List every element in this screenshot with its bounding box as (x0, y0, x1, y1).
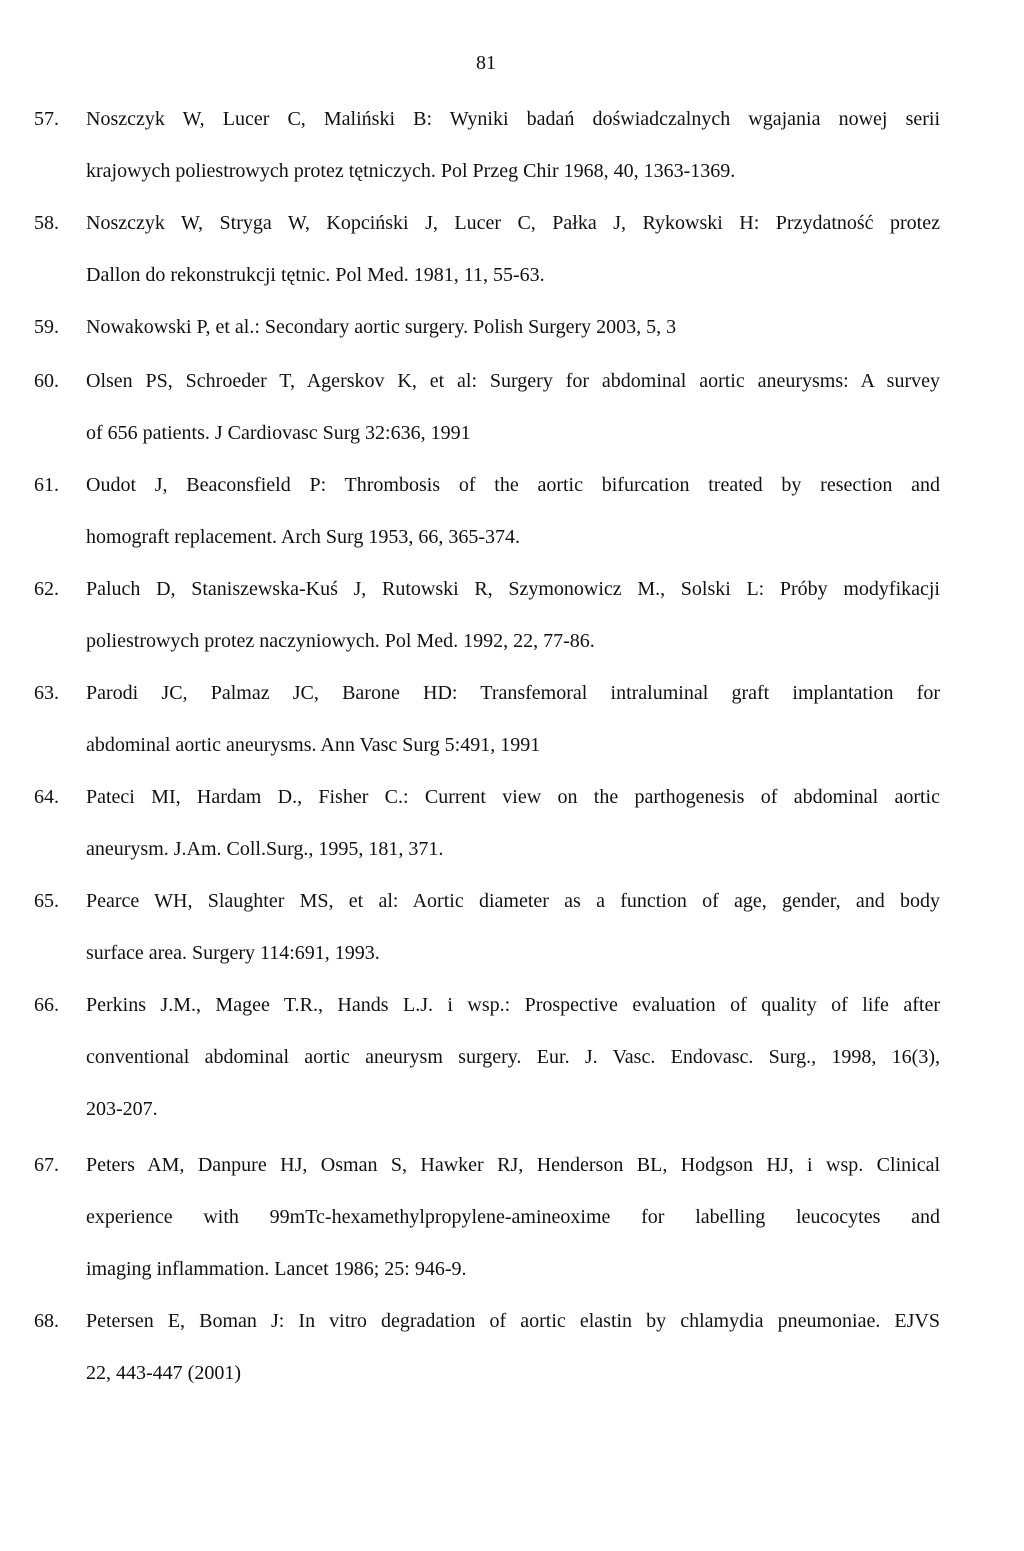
reference-text-line: imaging inflammation. Lancet 1986; 25: 946-9. (86, 1258, 467, 1280)
reference-number: 57. (34, 108, 59, 130)
reference-text-line: poliestrowych protez naczyniowych. Pol Med. 1992, 22, 77-86. (86, 630, 595, 652)
reference-text-line: Pateci MI, Hardam D., Fisher C.: Current view on the parthogenesis of abdominal aortic (86, 786, 940, 808)
reference-number: 66. (34, 994, 59, 1016)
reference-text-line: Nowakowski P, et al.: Secondary aortic surgery. Polish Surgery 2003, 5, 3 (86, 316, 677, 338)
reference-number: 65. (34, 890, 59, 912)
reference-text-line: Oudot J, Beaconsfield P: Thrombosis of the aortic bifurcation treated by resection and (86, 474, 940, 496)
reference-text-line: experience with 99mTc-hexamethylpropylene-amineoxime for labelling leucocytes and (86, 1206, 940, 1228)
reference-text-line: Peters AM, Danpure HJ, Osman S, Hawker RJ, Henderson BL, Hodgson HJ, i wsp. Clinical (86, 1154, 940, 1176)
reference-text-line: conventional abdominal aortic aneurysm surgery. Eur. J. Vasc. Endovasc. Surg., 1998, 16(3), (86, 1046, 940, 1068)
reference-text-line: of 656 patients. J Cardiovasc Surg 32:636, 1991 (86, 422, 471, 444)
reference-number: 58. (34, 212, 59, 234)
reference-number: 60. (34, 370, 59, 392)
reference-number: 64. (34, 786, 59, 808)
reference-number: 61. (34, 474, 59, 496)
reference-text-line: Parodi JC, Palmaz JC, Barone HD: Transfemoral intraluminal graft implantation for (86, 682, 940, 704)
reference-text-line: Paluch D, Staniszewska-Kuś J, Rutowski R, Szymonowicz M., Solski L: Próby modyfikacji (86, 578, 940, 600)
reference-text-line: 22, 443-447 (2001) (86, 1362, 241, 1384)
reference-text-line: aneurysm. J.Am. Coll.Surg., 1995, 181, 371. (86, 838, 444, 860)
reference-number: 59. (34, 316, 59, 338)
reference-text-line: Dallon do rekonstrukcji tętnic. Pol Med. 1981, 11, 55-63. (86, 264, 545, 286)
page-number: 81 (476, 52, 496, 74)
reference-number: 63. (34, 682, 59, 704)
reference-number: 68. (34, 1310, 59, 1332)
reference-text-line: Noszczyk W, Lucer C, Maliński B: Wyniki badań doświadczalnych wgajania nowej serii (86, 108, 940, 130)
reference-text-line: Olsen PS, Schroeder T, Agerskov K, et al: Surgery for abdominal aortic aneurysms: A survey (86, 370, 940, 392)
reference-text-line: Noszczyk W, Stryga W, Kopciński J, Lucer C, Pałka J, Rykowski H: Przydatność protez (86, 212, 940, 234)
reference-text-line: krajowych poliestrowych protez tętniczych. Pol Przeg Chir 1968, 40, 1363-1369. (86, 160, 736, 182)
reference-text-line: Pearce WH, Slaughter MS, et al: Aortic diameter as a function of age, gender, and body (86, 890, 940, 912)
reference-text-line: 203-207. (86, 1098, 158, 1120)
reference-number: 62. (34, 578, 59, 600)
reference-text-line: Perkins J.M., Magee T.R., Hands L.J. i wsp.: Prospective evaluation of quality of life after (86, 994, 940, 1016)
reference-text-line: abdominal aortic aneurysms. Ann Vasc Surg 5:491, 1991 (86, 734, 541, 756)
reference-text-line: Petersen E, Boman J: In vitro degradation of aortic elastin by chlamydia pneumoniae. EJVS (86, 1310, 940, 1332)
reference-text-line: homograft replacement. Arch Surg 1953, 66, 365-374. (86, 526, 520, 548)
reference-text-line: surface area. Surgery 114:691, 1993. (86, 942, 380, 964)
reference-number: 67. (34, 1154, 59, 1176)
